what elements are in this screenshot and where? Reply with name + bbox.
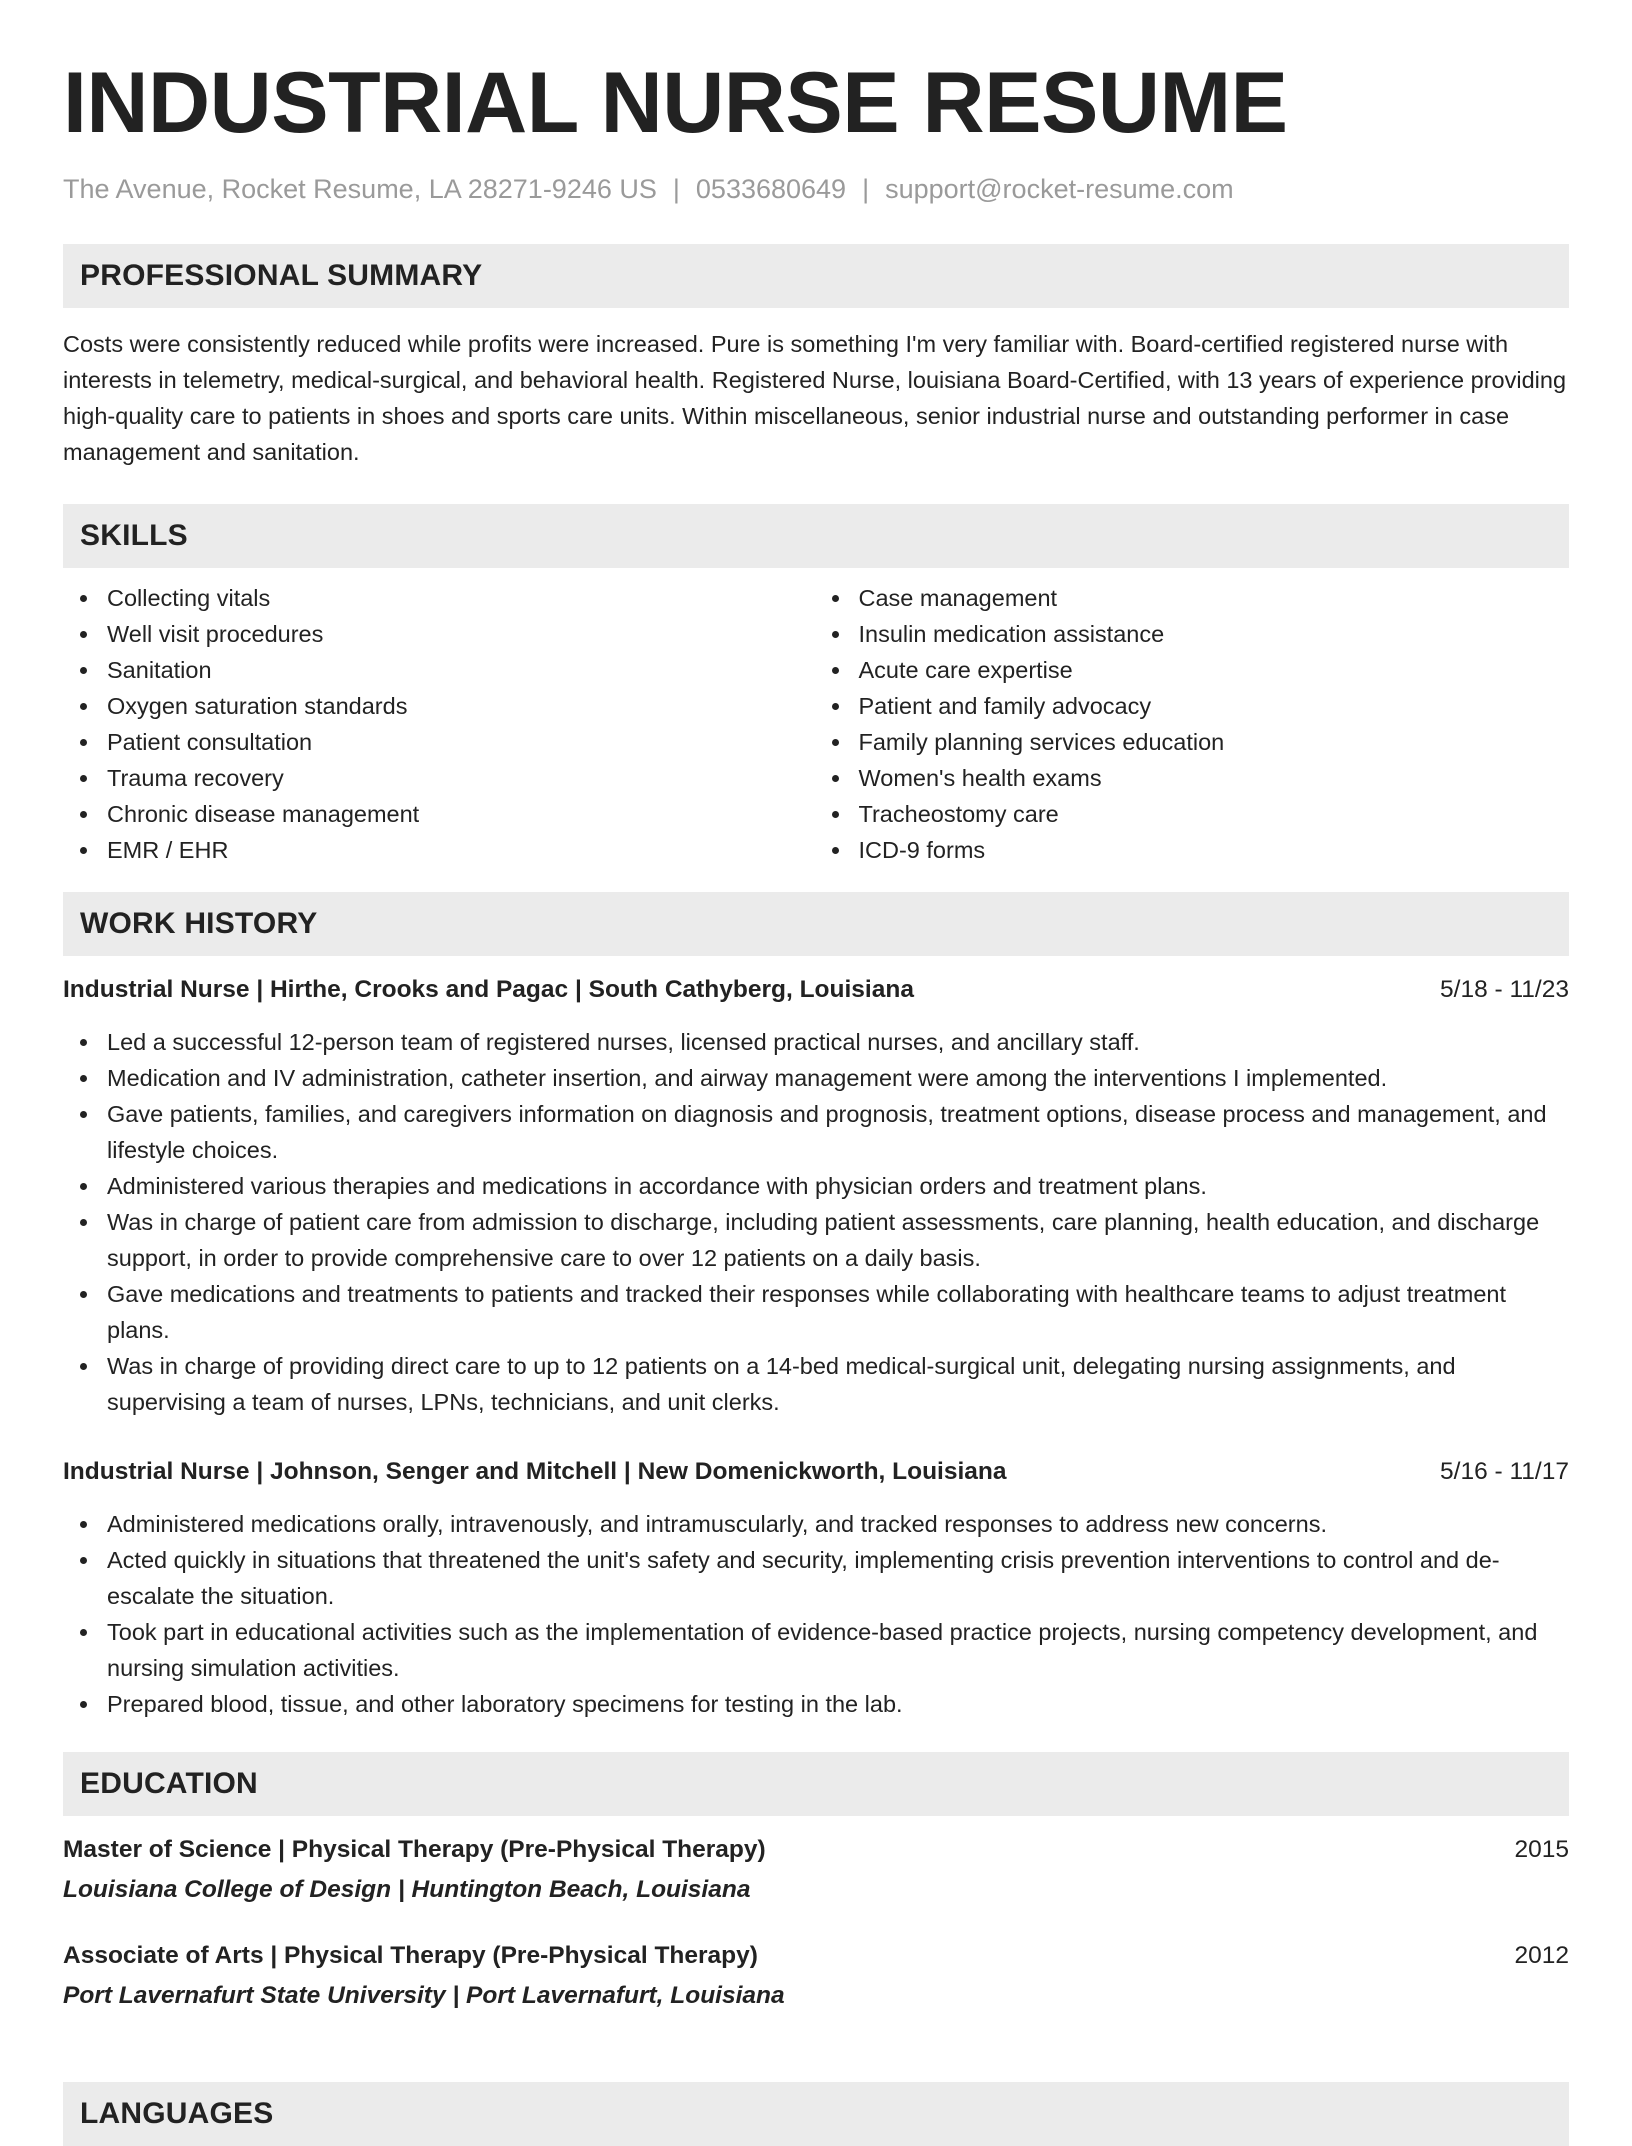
contact-address: The Avenue, Rocket Resume, LA 28271-9246 US [63,174,657,204]
education-school: Port Lavernafurt State University | Port Lavernafurt, Louisiana [63,1982,785,2009]
skill-item: Oxygen saturation standards [107,688,818,724]
contact-email[interactable]: support@rocket-resume.com [885,174,1234,204]
education-degree: Master of Science | Physical Therapy (Pre-Physical Therapy) [63,1836,766,1863]
job-entry [63,1454,1569,1722]
skill-item: Family planning services education [859,724,1570,760]
education-header [63,1938,1569,1974]
skills-grid [63,580,1569,868]
skill-item: Trauma recovery [107,760,818,796]
job-dates: 5/18 - 11/23 [1440,976,1569,1003]
job-bullet: Gave patients, families, and caregivers information on diagnosis and prognosis, treatment options, disease process and management, and lifestyle choices. [107,1096,1569,1168]
section-heading-skills: SKILLS [63,504,1569,568]
education-year: 2012 [1514,1942,1569,1969]
job-title: Industrial Nurse | Johnson, Senger and Mitchell | New Domenickworth, Louisiana [63,1458,1007,1485]
section-heading-education: EDUCATION [63,1752,1569,1816]
job-bullet: Administered various therapies and medications in accordance with physician orders and treatment plans. [107,1168,1569,1204]
skill-item: Women's health exams [859,760,1570,796]
job-bullet: Administered medications orally, intravenously, and intramuscularly, and tracked responses to address new concerns. [107,1506,1569,1542]
skill-item: Collecting vitals [107,580,818,616]
job-header [63,1454,1569,1490]
skill-item: Patient consultation [107,724,818,760]
skill-item: EMR / EHR [107,832,818,868]
education-entry [63,1832,1569,1908]
education-header [63,1832,1569,1868]
skill-item: Insulin medication assistance [859,616,1570,652]
skill-item: Case management [859,580,1570,616]
job-bullets [63,1506,1569,1722]
job-bullet: Gave medications and treatments to patients and tracked their responses while collaborating with healthcare teams to adjust treatment plans. [107,1276,1569,1348]
job-entry [63,972,1569,1420]
job-bullet: Led a successful 12-person team of registered nurses, licensed practical nurses, and ancillary staff. [107,1024,1569,1060]
job-bullet: Medication and IV administration, catheter insertion, and airway management were among the interventions I implemented. [107,1060,1569,1096]
job-dates: 5/16 - 11/17 [1440,1458,1569,1485]
skill-item: Patient and family advocacy [859,688,1570,724]
job-bullet: Took part in educational activities such as the implementation of evidence-based practice projects, nursing competency development, and nursing simulation activities. [107,1614,1569,1686]
education-entry [63,1938,1569,2014]
section-heading-summary: PROFESSIONAL SUMMARY [63,244,1569,308]
education-year: 2015 [1514,1836,1569,1863]
job-bullets [63,1024,1569,1420]
job-title: Industrial Nurse | Hirthe, Crooks and Pagac | South Cathyberg, Louisiana [63,976,914,1003]
job-bullet: Was in charge of providing direct care to up to 12 patients on a 14-bed medical-surgical unit, delegating nursing assignments, and supervising a team of nurses, LPNs, technicians, and unit clerks. [107,1348,1569,1420]
job-header [63,972,1569,1008]
job-bullet: Was in charge of patient care from admission to discharge, including patient assessments, care planning, health education, and discharge support, in order to provide comprehensive care to over 12 patients on a daily basis. [107,1204,1569,1276]
skill-item: Well visit procedures [107,616,818,652]
skills-list-right [818,580,1570,868]
contact-separator: | [672,174,680,204]
skill-item: Tracheostomy care [859,796,1570,832]
education-degree: Associate of Arts | Physical Therapy (Pre-Physical Therapy) [63,1942,758,1969]
job-bullet: Acted quickly in situations that threatened the unit's safety and security, implementing crisis prevention interventions to control and de-escalate the situation. [107,1542,1569,1614]
contact-phone: 0533680649 [695,174,847,204]
skill-item: Acute care expertise [859,652,1570,688]
resume-title: INDUSTRIAL NURSE RESUME [63,55,1288,151]
skill-item: Chronic disease management [107,796,818,832]
contact-separator: | [862,174,870,204]
contact-line [63,172,1569,206]
summary-text: Costs were consistently reduced while profits were increased. Pure is something I'm very familiar with. Board-certified registered nurse with interests in telemetry, medical-surgical, and behavioral health. Registered Nurse, louisiana Board-Certified, with 13 years of experience providing high-quality care to patients in shoes and sports care units. Within miscellaneous, senior industrial nurse and outstanding performer in case management and sanitation. [63,331,1567,465]
skill-item: ICD-9 forms [859,832,1570,868]
job-bullet: Prepared blood, tissue, and other laboratory specimens for testing in the lab. [107,1686,1569,1722]
section-heading-languages: LANGUAGES [63,2082,1569,2146]
skill-item: Sanitation [107,652,818,688]
section-heading-work: WORK HISTORY [63,892,1569,956]
skills-list-left [63,580,818,868]
education-school: Louisiana College of Design | Huntington Beach, Louisiana [63,1876,751,1903]
